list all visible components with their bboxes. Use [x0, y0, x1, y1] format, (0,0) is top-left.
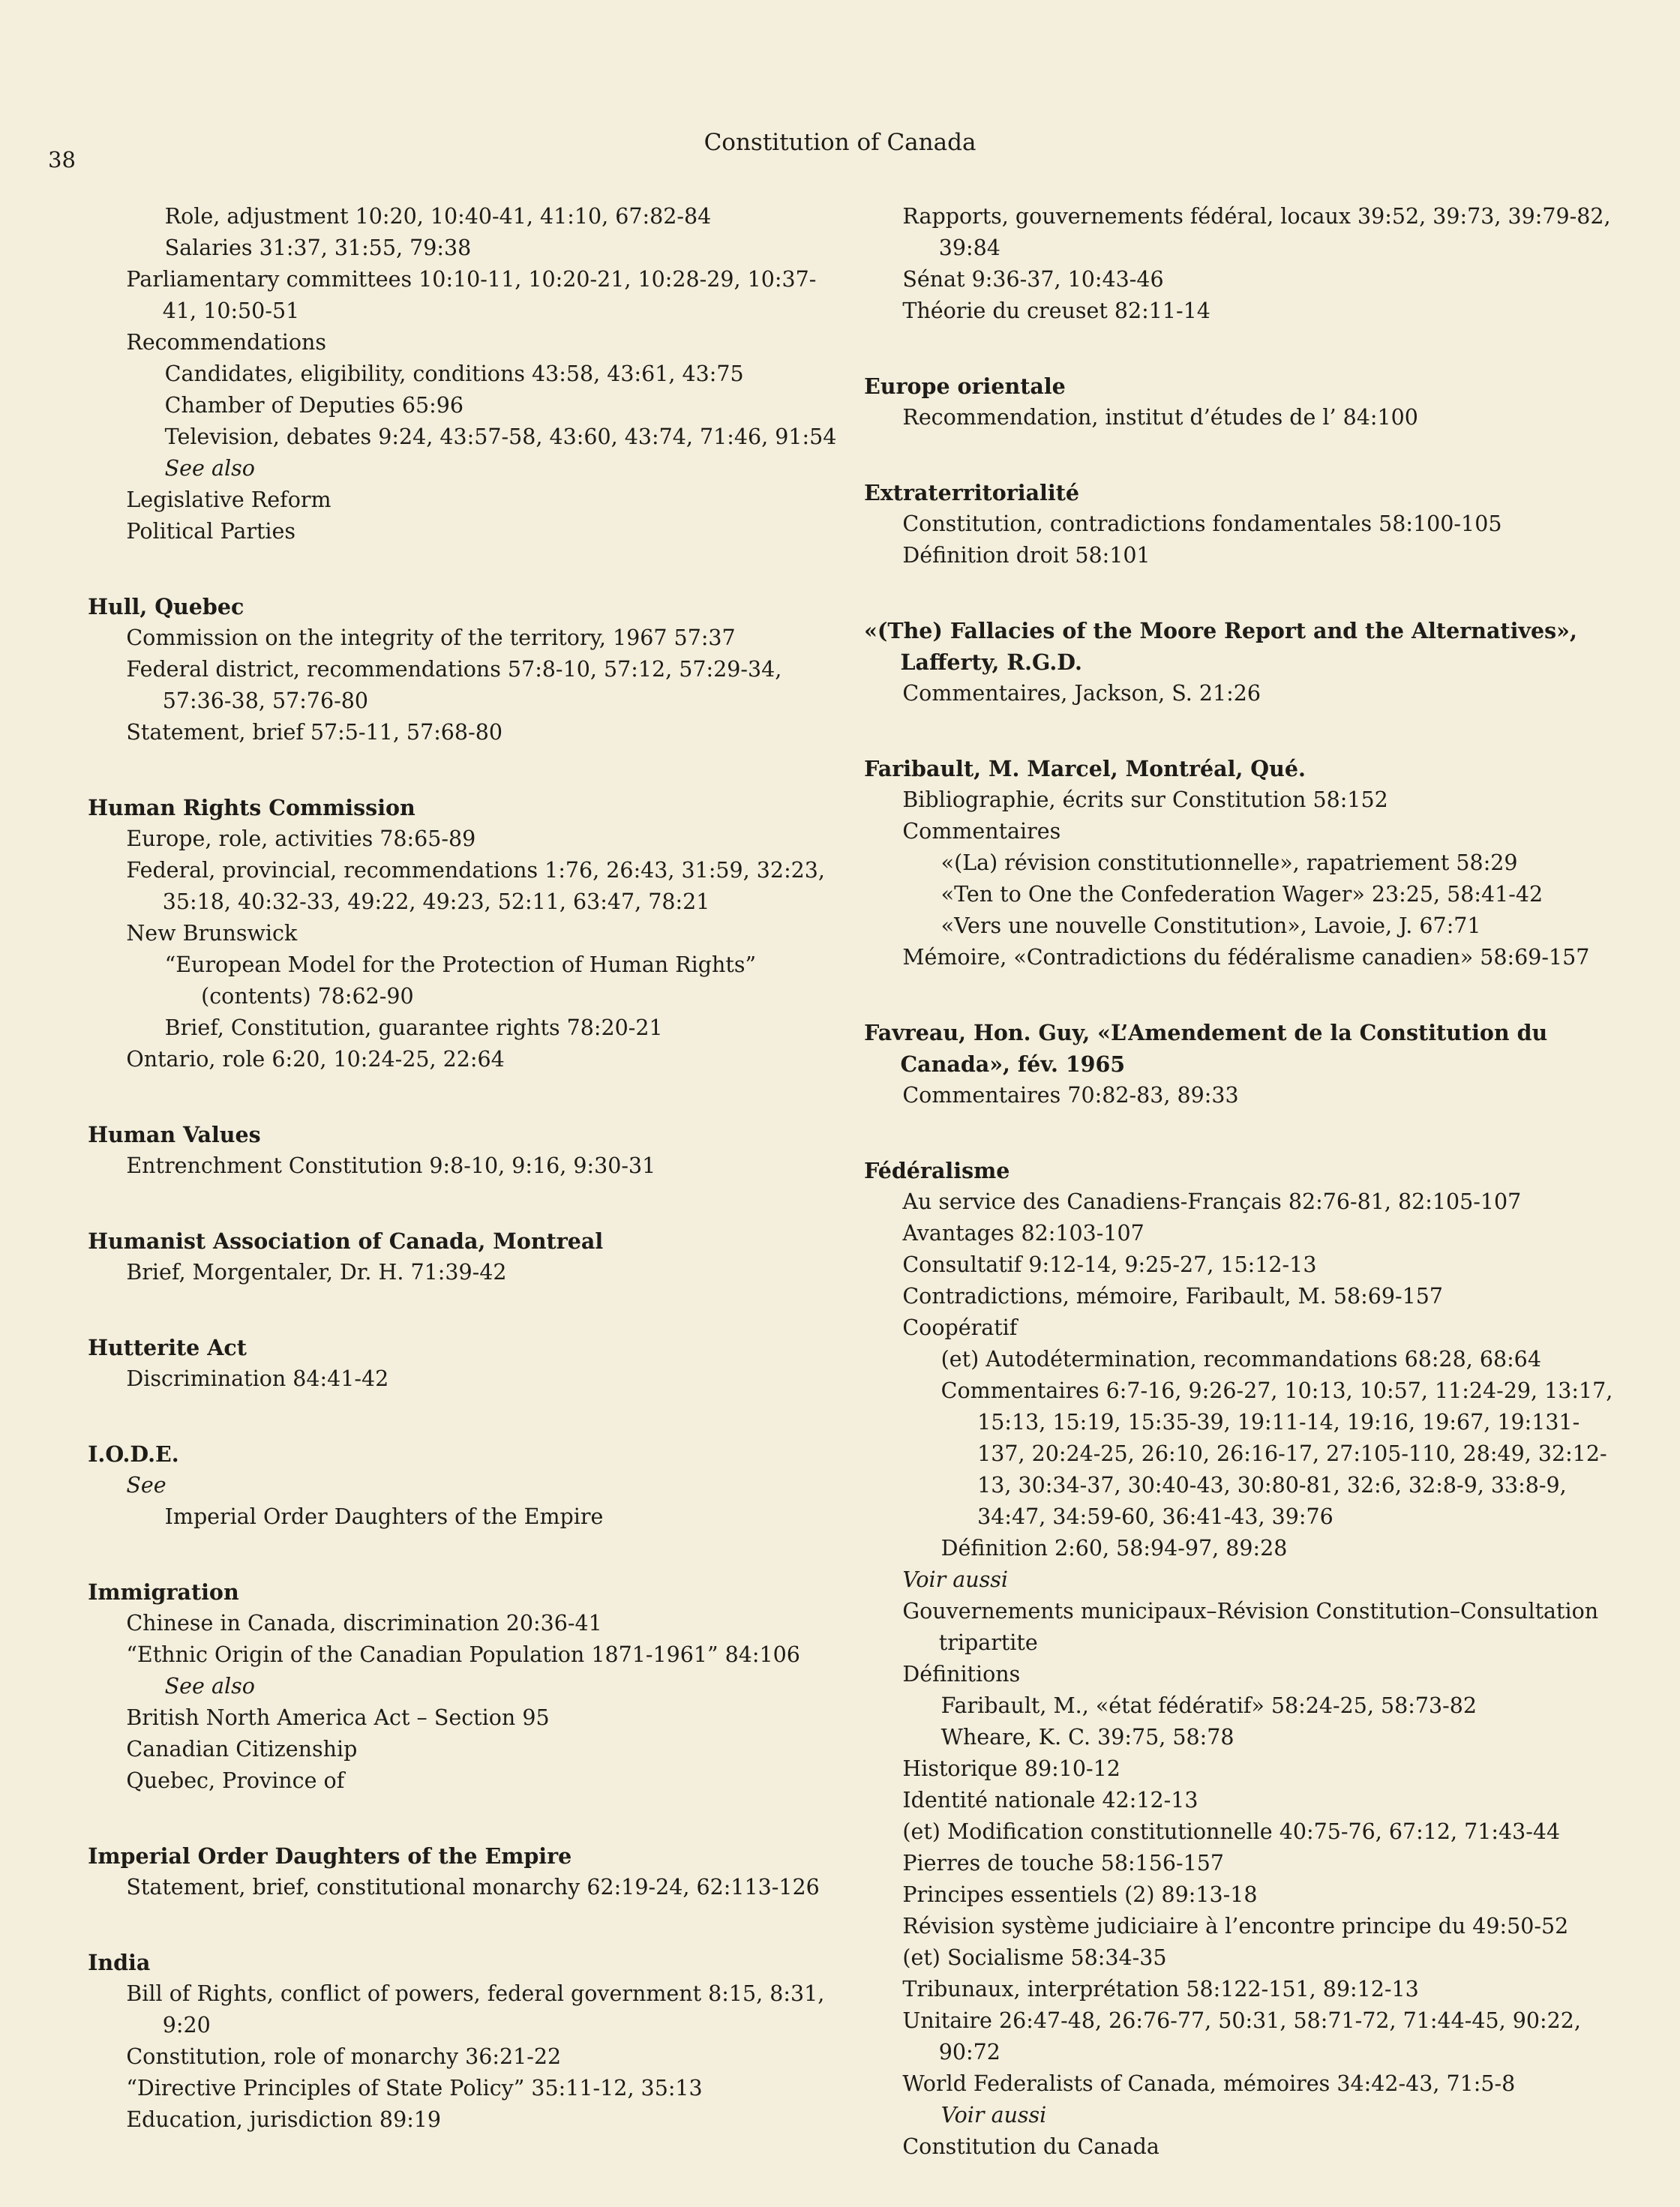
index-entry: [836, 477, 1620, 571]
index-subentry: Federal district, recommendations 57:8-10, 57:12, 57:29-34, 57:36-38, 57:76-80: [126, 657, 782, 713]
index-subentry: Brief, Morgentaler, Dr. H. 71:39-42: [126, 1260, 507, 1285]
index-entry: [60, 1225, 840, 1288]
index-heading: Extraterritorialité: [864, 480, 1080, 505]
index-subentry: Révision système judiciaire à l’encontre principe du 49:50-52: [902, 1914, 1569, 1939]
index-subentry: Unitaire 26:47-48, 26:76-77, 50:31, 58:71-72, 71:44-45, 90:22, 90:72: [902, 2008, 1581, 2065]
index-subentry: Définition 2:60, 58:94-97, 89:28: [940, 1536, 1288, 1561]
index-subentry: “European Model for the Protection of Human Rights” (contents) 78:62-90: [164, 952, 757, 1009]
index-subentry: Consultatif 9:12-14, 9:25-27, 15:12-13: [902, 1252, 1317, 1277]
index-subentry: Candidates, eligibility, conditions 43:58, 43:61, 43:75: [164, 361, 744, 386]
index-subentry: Commission on the integrity of the territory, 1967 57:37: [126, 625, 736, 650]
index-subentry: Quebec, Province of: [126, 1768, 345, 1793]
index-subentry: New Brunswick: [126, 921, 298, 946]
index-subentry: Statement, brief 57:5-11, 57:68-80: [126, 720, 502, 745]
index-subentry: (et) Autodétermination, recommandations 68:28, 68:64: [940, 1347, 1541, 1372]
index-heading: Human Rights Commission: [88, 795, 416, 820]
index-entry: [60, 1332, 840, 1395]
index-subentry: «Vers une nouvelle Constitution», Lavoie, J. 67:71: [940, 913, 1481, 938]
index-heading: Europe orientale: [864, 373, 1066, 399]
index-subentry: British North America Act – Section 95: [126, 1705, 550, 1730]
left-index-column: [60, 201, 840, 2179]
index-subentry: Entrenchment Constitution 9:8-10, 9:16, 9:30-31: [126, 1153, 656, 1178]
index-subentry: Ontario, role 6:20, 10:24-25, 22:64: [126, 1047, 505, 1072]
index-subentry: Commentaires 6:7-16, 9:26-27, 10:13, 10:57, 11:24-29, 13:17, 15:13, 15:19, 15:35-39, 19:11-14, 19:16, 19:67, 19:131-137, 20:24-25, 26:10, 26:16-17, 27:105-110, 28:49, 32:12-13, 30:34-37, 30:40-43, 30:80-81, 32:6, 32:8-9, 33:8-9, 34:47, 34:59-60, 36:41-43, 39:76: [940, 1378, 1613, 1529]
cross-reference-label: Voir aussi: [902, 1567, 1008, 1592]
index-heading: Hull, Quebec: [88, 594, 244, 619]
index-subentry: Federal, provincial, recommendations 1:76, 26:43, 31:59, 32:23, 35:18, 40:32-33, 49:22, 49:23, 52:11, 63:47, 78:21: [126, 858, 825, 914]
page-number: 38: [48, 147, 76, 172]
index-subentry: Role, adjustment 10:20, 10:40-41, 41:10, 67:82-84: [164, 204, 712, 229]
index-subentry: Recommendations: [126, 330, 327, 355]
index-subentry: Education, jurisdiction 89:19: [126, 2107, 442, 2132]
index-entry: [836, 615, 1620, 709]
cross-reference-label: Voir aussi: [940, 2103, 1047, 2128]
index-subentry: Avantages 82:103-107: [902, 1221, 1144, 1246]
index-entry: [60, 1947, 840, 2136]
index-entry: [836, 370, 1620, 433]
index-heading: Humanist Association of Canada, Montreal: [88, 1228, 604, 1254]
index-subentry: (et) Modification constitutionnelle 40:75-76, 67:12, 71:43-44: [902, 1819, 1561, 1844]
index-heading: Fédéralisme: [864, 1158, 1010, 1183]
index-subentry: Wheare, K. C. 39:75, 58:78: [940, 1725, 1234, 1750]
index-subentry: Coopératif: [902, 1315, 1018, 1340]
index-subentry: World Federalists of Canada, mémoires 34:42-43, 71:5-8: [902, 2071, 1516, 2096]
cross-reference-label: See also: [164, 456, 255, 481]
index-heading: I.O.D.E.: [88, 1441, 179, 1467]
index-heading: Hutterite Act: [88, 1335, 247, 1360]
index-subentry: Bibliographie, écrits sur Constitution 58:152: [902, 787, 1388, 812]
index-subentry: Définitions: [902, 1662, 1021, 1687]
running-title: Constitution of Canada: [704, 129, 976, 156]
index-subentry: Au service des Canadiens-Français 82:76-81, 82:105-107: [902, 1189, 1522, 1214]
index-entry: [60, 1840, 840, 1903]
index-subentry: Commentaires: [902, 819, 1061, 844]
index-subentry: Salaries 31:37, 31:55, 79:38: [164, 235, 472, 260]
index-subentry: (et) Socialisme 58:34-35: [902, 1945, 1167, 1970]
index-entry: [60, 201, 840, 547]
index-subentry: Identité nationale 42:12-13: [902, 1788, 1198, 1813]
index-subentry: Historique 89:10-12: [902, 1756, 1120, 1781]
index-subentry: Mémoire, «Contradictions du fédéralisme canadien» 58:69-157: [902, 945, 1590, 970]
index-subentry: Legislative Reform: [126, 487, 332, 512]
index-subentry: Pierres de touche 58:156-157: [902, 1851, 1224, 1876]
index-subentry: Gouvernements municipaux–Révision Constitution–Consultation tripartite: [902, 1599, 1599, 1655]
index-subentry: Recommendation, institut d’études de l’ 84:100: [902, 405, 1418, 430]
index-heading: «(The) Fallacies of the Moore Report and the Alternatives», Lafferty, R.G.D.: [864, 618, 1577, 675]
index-subentry: “Ethnic Origin of the Canadian Population 1871-1961” 84:106: [126, 1642, 800, 1667]
index-subentry: Rapports, gouvernements fédéral, locaux 39:52, 39:73, 39:79-82, 39:84: [902, 204, 1611, 260]
index-entry: [836, 1155, 1620, 2163]
index-subentry: Commentaires 70:82-83, 89:33: [902, 1083, 1239, 1108]
index-subentry: Discrimination 84:41-42: [126, 1366, 389, 1391]
index-subentry: Brief, Constitution, guarantee rights 78:20-21: [164, 1015, 663, 1040]
index-subentry: Principes essentiels (2) 89:13-18: [902, 1882, 1258, 1907]
index-subentry: «Ten to One the Confederation Wager» 23:25, 58:41-42: [940, 882, 1544, 907]
index-entry: [60, 1576, 840, 1797]
index-subentry: Chamber of Deputies 65:96: [164, 393, 464, 418]
index-subentry: Contradictions, mémoire, Faribault, M. 58:69-157: [902, 1284, 1444, 1309]
index-heading: India: [88, 1950, 151, 1975]
index-entry: [60, 1438, 840, 1533]
index-entry: [60, 792, 840, 1075]
index-entry: [836, 201, 1620, 327]
index-subentry: Imperial Order Daughters of the Empire: [164, 1504, 604, 1529]
index-entry: [60, 591, 840, 748]
index-subentry: Canadian Citizenship: [126, 1737, 358, 1762]
index-subentry: Constitution, role of monarchy 36:21-22: [126, 2044, 562, 2069]
index-subentry: Political Parties: [126, 519, 296, 544]
index-heading: Human Values: [88, 1122, 261, 1147]
index-subentry: Faribault, M., «état fédératif» 58:24-25, 58:73-82: [940, 1693, 1478, 1718]
index-entry: [836, 1017, 1620, 1111]
index-subentry: Europe, role, activities 78:65-89: [126, 826, 476, 851]
index-subentry: Constitution du Canada: [902, 2134, 1160, 2159]
index-subentry: Théorie du creuset 82:11-14: [902, 298, 1210, 323]
cross-reference-label: See also: [164, 1674, 255, 1699]
index-subentry: “Directive Principles of State Policy” 35:11-12, 35:13: [126, 2076, 703, 2101]
right-index-column: [836, 201, 1620, 2206]
index-subentry: Définition droit 58:101: [902, 543, 1150, 568]
index-entry: [836, 753, 1620, 973]
index-subentry: Chinese in Canada, discrimination 20:36-41: [126, 1611, 602, 1636]
index-subentry: Statement, brief, constitutional monarchy 62:19-24, 62:113-126: [126, 1875, 820, 1900]
index-subentry: Commentaires, Jackson, S. 21:26: [902, 681, 1262, 706]
index-entry: [60, 1119, 840, 1182]
index-subentry: Sénat 9:36-37, 10:43-46: [902, 267, 1164, 292]
cross-reference-label: See: [126, 1473, 166, 1498]
index-heading: Imperial Order Daughters of the Empire: [88, 1843, 572, 1869]
index-subentry: Parliamentary committees 10:10-11, 10:20-21, 10:28-29, 10:37-41, 10:50-51: [126, 267, 817, 323]
index-heading: Favreau, Hon. Guy, «L’Amendement de la Constitution du Canada», fév. 1965: [864, 1020, 1548, 1077]
index-subentry: Constitution, contradictions fondamentales 58:100-105: [902, 511, 1502, 536]
index-subentry: «(La) révision constitutionnelle», rapatriement 58:29: [940, 850, 1518, 875]
index-subentry: Bill of Rights, conflict of powers, federal government 8:15, 8:31, 9:20: [126, 1981, 825, 2038]
index-heading: Immigration: [88, 1579, 239, 1605]
index-subentry: Tribunaux, interprétation 58:122-151, 89:12-13: [902, 1977, 1419, 2002]
index-heading: Faribault, M. Marcel, Montréal, Qué.: [864, 756, 1306, 781]
index-subentry: Television, debates 9:24, 43:57-58, 43:60, 43:74, 71:46, 91:54: [164, 424, 837, 449]
